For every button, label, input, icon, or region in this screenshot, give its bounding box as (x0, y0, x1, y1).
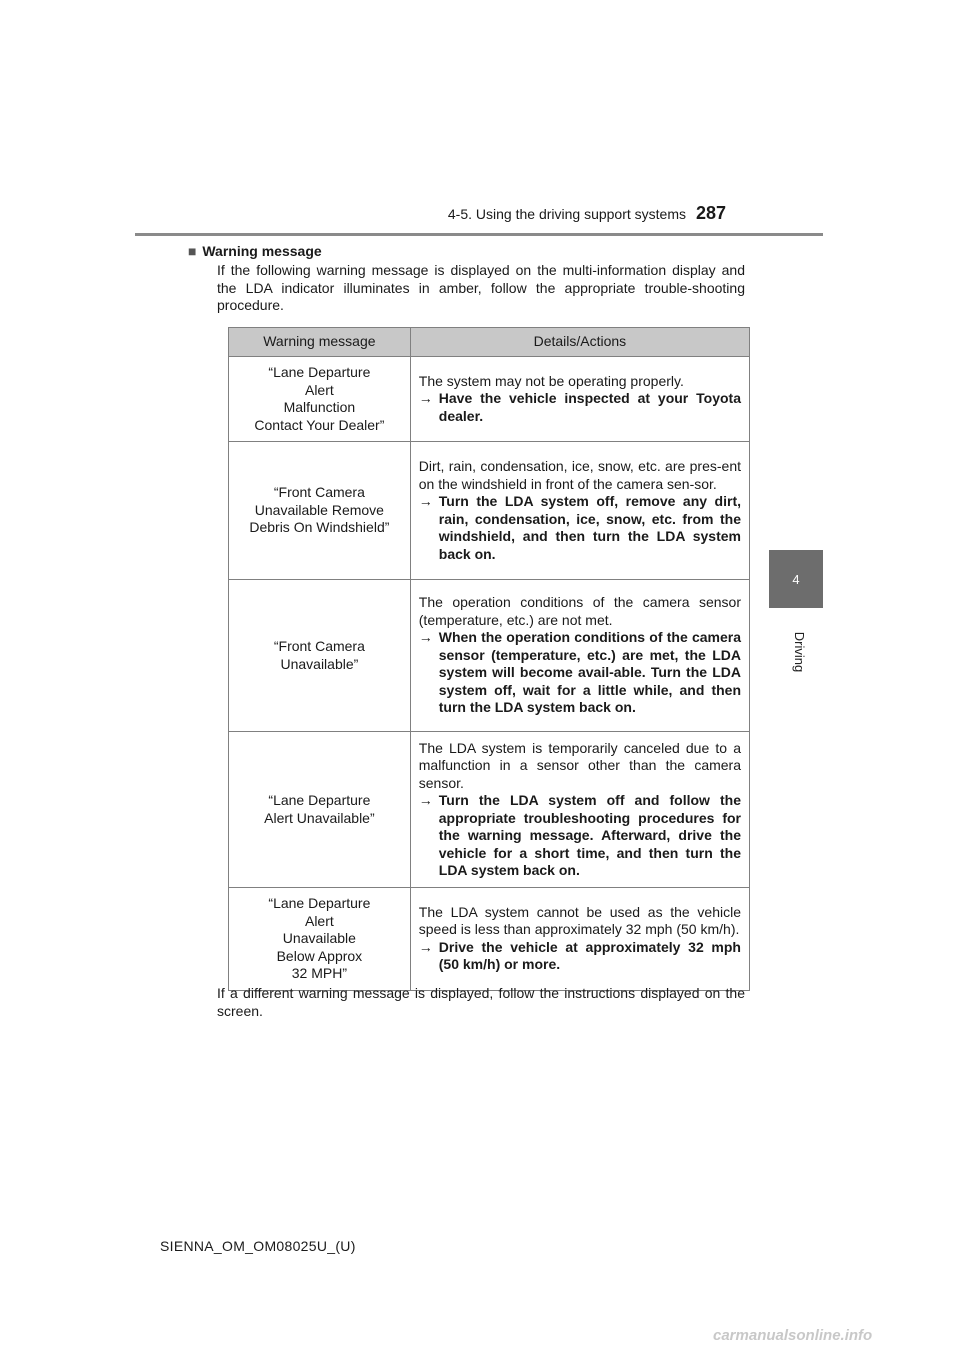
table-row (229, 357, 750, 442)
square-bullet-icon: ■ (188, 243, 197, 259)
details-cell (410, 442, 749, 580)
details-cell (410, 580, 749, 732)
chapter-label: Driving (792, 631, 807, 673)
table-header-row (229, 328, 750, 357)
warning-message-table (228, 327, 750, 991)
warning-message-cell: “Front Camera Unavailable Remove Debris On Windshield” (229, 442, 411, 580)
action-text: Drive the vehicle at approximately 32 mph (50 km/h) or more. (438, 938, 741, 973)
section-heading-text: Warning message (202, 243, 322, 259)
warning-message-cell: “Lane Departure Alert Unavailable” (229, 732, 411, 888)
action-step (419, 792, 741, 880)
action-step (419, 939, 741, 974)
detail-text: Dirt, rain, condensation, ice, snow, etc. are pres-ent on the windshield in front of the camera sen-sor. (418, 458, 741, 492)
page-number: 287 (696, 203, 727, 223)
action-text: Turn the LDA system off and follow the appropriate troubleshooting procedures for the warning message. Afterward, drive the vehicle for a short time, and then turn the LDA system back on. (438, 792, 741, 878)
arrow-right-icon: → (418, 390, 433, 407)
action-step (419, 390, 741, 425)
warning-message-cell: “Lane Departure Alert Unavailable Below Approx 32 MPH” (229, 888, 411, 991)
column-header-details: Details/Actions (410, 328, 749, 357)
action-text: When the operation conditions of the camera sensor (temperature, etc.) are met, the LDA system will become avail-able. Turn the LDA system off, wait for a little while, and then turn the LDA system back on. (438, 629, 741, 716)
details-cell (410, 888, 749, 991)
arrow-right-icon: → (418, 493, 433, 509)
details-cell (410, 357, 749, 442)
footer-note: If a different warning message is displayed, follow the instructions displayed on the screen. (217, 985, 745, 1019)
detail-text: The system may not be operating properly. (418, 372, 684, 389)
arrow-right-icon: → (418, 792, 433, 808)
details-cell (410, 732, 749, 888)
warning-message-cell: “Lane Departure Alert Malfunction Contact Your Dealer” (229, 357, 411, 442)
chapter-number: 4 (792, 571, 800, 587)
detail-text: The operation conditions of the camera sensor (temperature, etc.) are not met. (418, 594, 741, 628)
header-divider (135, 233, 823, 236)
warning-message-cell: “Front Camera Unavailable” (229, 580, 411, 732)
watermark: carmanualsonline.info (713, 1327, 873, 1344)
section-heading (188, 243, 322, 259)
running-header-title: 4-5. Using the driving support systems (447, 206, 686, 222)
table-row (229, 580, 750, 732)
intro-paragraph: If the following warning message is displayed on the multi-information display and the LDA indicator illuminates in amber, follow the appropriate trouble-shooting procedure. (217, 262, 745, 313)
arrow-right-icon: → (418, 938, 433, 955)
document-code: SIENNA_OM_OM08025U_(U) (160, 1238, 356, 1254)
action-text: Turn the LDA system off, remove any dirt, rain, condensation, ice, snow, etc. from the windshield, and then turn the LDA system back on. (438, 493, 741, 562)
table-row (229, 888, 750, 991)
chapter-tab (769, 550, 823, 608)
table-row (229, 732, 750, 888)
column-header-message: Warning message (229, 328, 411, 357)
arrow-right-icon: → (418, 629, 433, 646)
detail-text: The LDA system cannot be used as the vehicle speed is less than approximately 32 mph (50 km/h). (418, 903, 741, 938)
detail-text: The LDA system is temporarily canceled due to a malfunction in a sensor other than the camera sensor. (418, 739, 741, 791)
action-step (419, 629, 741, 717)
action-text: Have the vehicle inspected at your Toyota dealer. (438, 390, 741, 424)
table-row (229, 442, 750, 580)
action-step (419, 493, 741, 563)
